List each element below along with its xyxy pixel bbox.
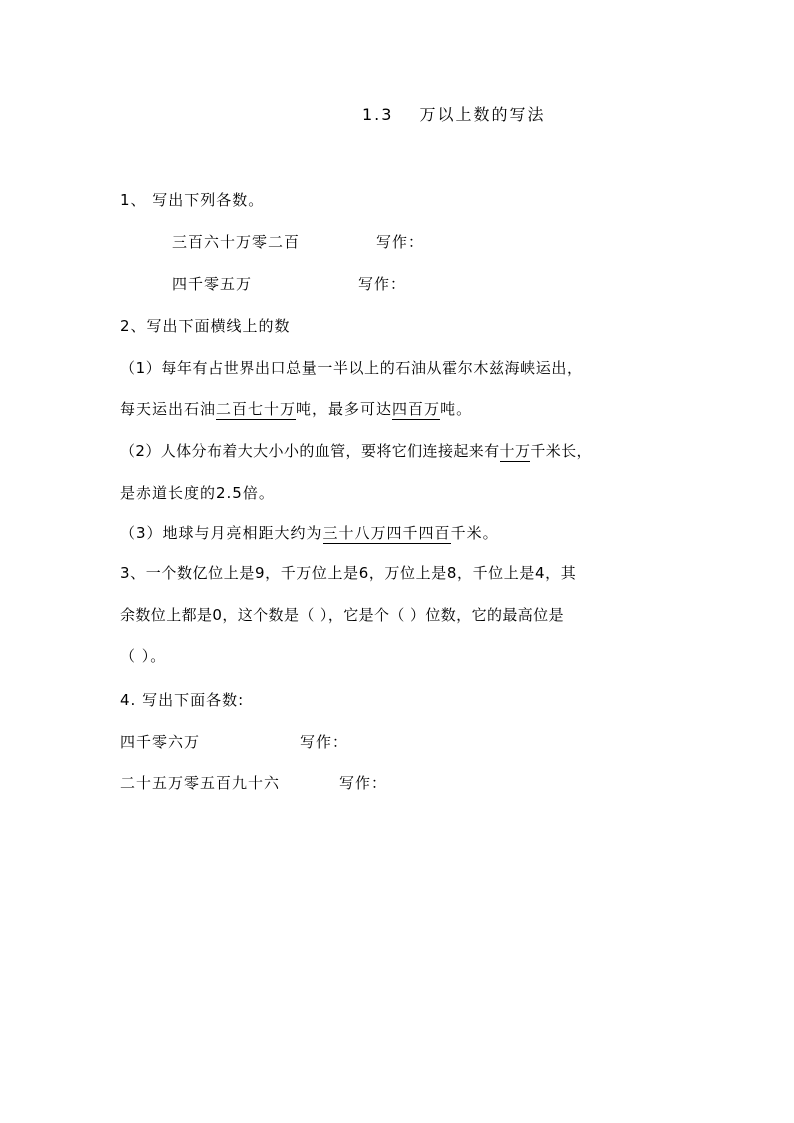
q1-heading: 1、 写出下列各数。 [120,191,265,209]
q1-item-2-write: 写作： [358,275,407,293]
q1-item-1-word: 三百六十万零二百 [172,233,301,251]
q2-part3: （3）地球与月亮相距大约为三十八万四千四百千米。 [120,524,499,542]
q4-item-1-write: 写作： [300,733,349,751]
page-title [362,104,545,126]
q2-part1-line2: 每天运出石油二百七十万吨，最多可达四百万吨。 [120,400,473,418]
q2-heading: 2、写出下面横线上的数 [120,317,291,335]
underlined-number: 二百七十万 [216,400,297,418]
q2-part2-line2: 是赤道长度的2.5倍。 [120,484,275,502]
q4-item-2-write: 写作： [339,774,388,792]
q3-line3: （ ）。 [120,647,167,665]
q2-part1-line1: （1）每年有占世界出口总量一半以上的石油从霍尔木兹海峡运出， [120,359,583,377]
underlined-number: 三十八万四千四百 [322,524,451,542]
q4-item-1-word: 四千零六万 [120,733,201,751]
q1-item-2-word: 四千零五万 [172,275,253,293]
q4-heading: 4. 写出下面各数: [120,691,245,709]
underlined-number: 四百万 [392,400,441,418]
title-text: 万以上数的写法 [419,105,546,124]
q3-line1: 3、一个数亿位上是9，千万位上是6，万位上是8，千位上是4，其 [120,564,577,582]
q4-item-2-word: 二十五万零五百九十六 [120,774,281,792]
q3-line2: 余数位上都是0，这个数是（ ），它是个（ ）位数，它的最高位是 [120,606,564,624]
underlined-number: 十万 [499,442,531,460]
title-number: 1.3 [362,105,394,124]
q1-item-1-write: 写作： [376,233,425,251]
q2-part2-line1: （2）人体分布着大大小小的血管，要将它们连接起来有十万千米长， [120,442,592,460]
